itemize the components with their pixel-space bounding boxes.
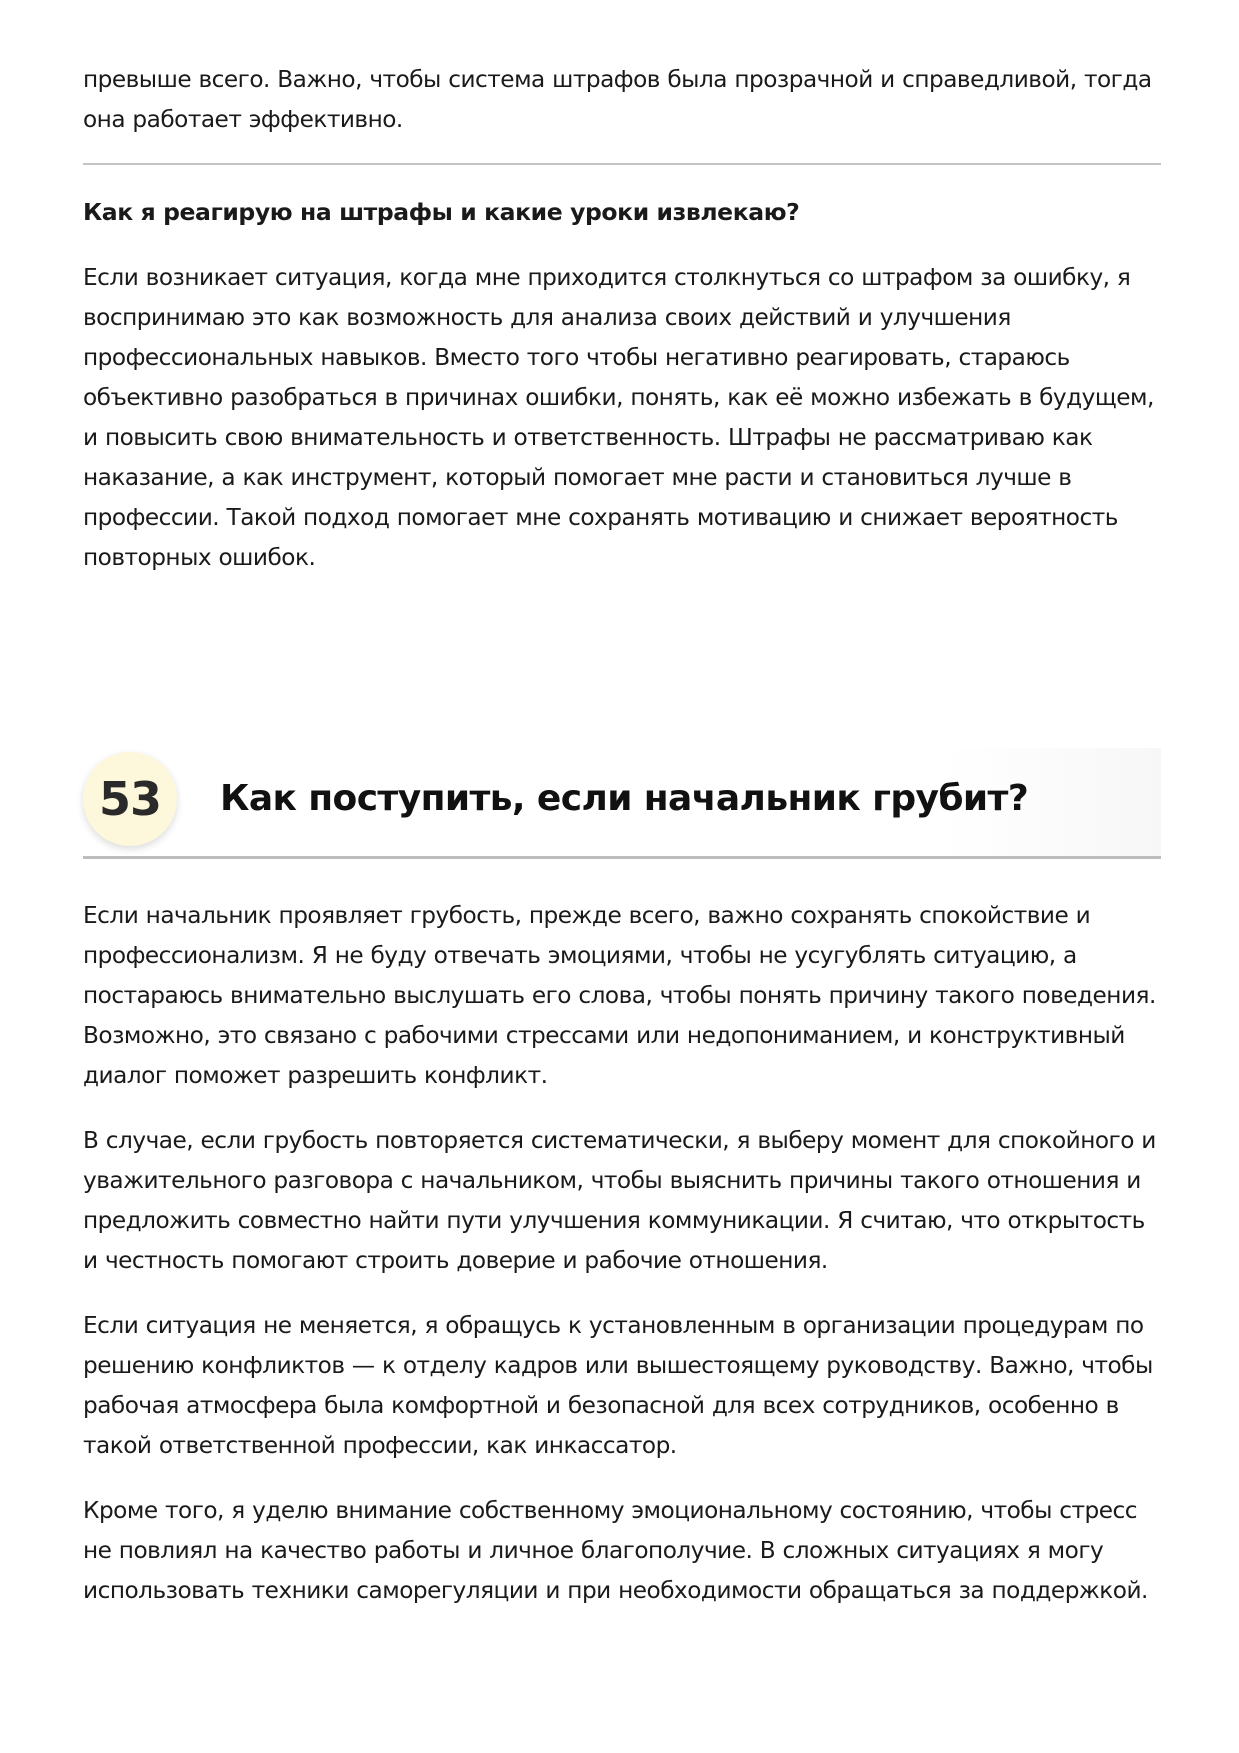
- chapter-number-badge: 53: [83, 752, 177, 846]
- chapter-title: Как поступить, если начальник грубит?: [220, 778, 1029, 819]
- chapter-body: [83, 896, 1161, 1611]
- intro-paragraph: превыше всего. Важно, чтобы система штрафов была прозрачной и справедливой, тогда она работает эффективно.: [83, 66, 1152, 133]
- chapter-paragraph-4: Кроме того, я уделю внимание собственному эмоциональному состоянию, чтобы стресс не повлиял на качество работы и личное благополучие. В сложных ситуациях я могу использовать техники саморегуляции и при необходимости обращаться за поддержкой.: [83, 1497, 1148, 1604]
- chapter-paragraph-3: Если ситуация не меняется, я обращусь к установленным в организации процедурам по решению конфликтов — к отделу кадров или вышестоящему руководству. Важно, чтобы рабочая атмосфера была комфортной и безопасной для всех сотрудников, особенно в такой ответственной профессии, как инкассатор.: [83, 1312, 1153, 1459]
- chapter-paragraph-1: Если начальник проявляет грубость, прежде всего, важно сохранять спокойствие и профессионализм. Я не буду отвечать эмоциями, чтобы не усугублять ситуацию, а постараюсь внимательно выслушать его слова, чтобы понять причину такого поведения. Возможно, это связано с рабочими стрессами или недопониманием, и конструктивный диалог поможет разрешить конфликт.: [83, 902, 1156, 1089]
- section-body: [83, 258, 1161, 578]
- chapter-header: [83, 748, 1161, 858]
- section-heading: Как я реагирую на штрафы и какие уроки извлекаю?: [83, 198, 800, 226]
- chapter-divider: [83, 856, 1161, 859]
- chapter-paragraph-2: В случае, если грубость повторяется систематически, я выберу момент для спокойного и уважительного разговора с начальником, чтобы выяснить причины такого отношения и предложить совместно найти пути улучшения коммуникации. Я считаю, что открытость и честность помогают строить доверие и рабочие отношения.: [83, 1127, 1156, 1274]
- section-divider: [83, 163, 1161, 165]
- section-paragraph: Если возникает ситуация, когда мне приходится столкнуться со штрафом за ошибку, я воспринимаю это как возможность для анализа своих действий и улучшения профессиональных навыков. Вместо того чтобы негативно реагировать, стараюсь объективно разобраться в причинах ошибки, понять, как её можно избежать в будущем, и повысить свою внимательность и ответственность. Штрафы не рассматриваю как наказание, а как инструмент, который помогает мне расти и становиться лучше в профессии. Такой подход помогает мне сохранять мотивацию и снижает вероятность повторных ошибок.: [83, 264, 1154, 571]
